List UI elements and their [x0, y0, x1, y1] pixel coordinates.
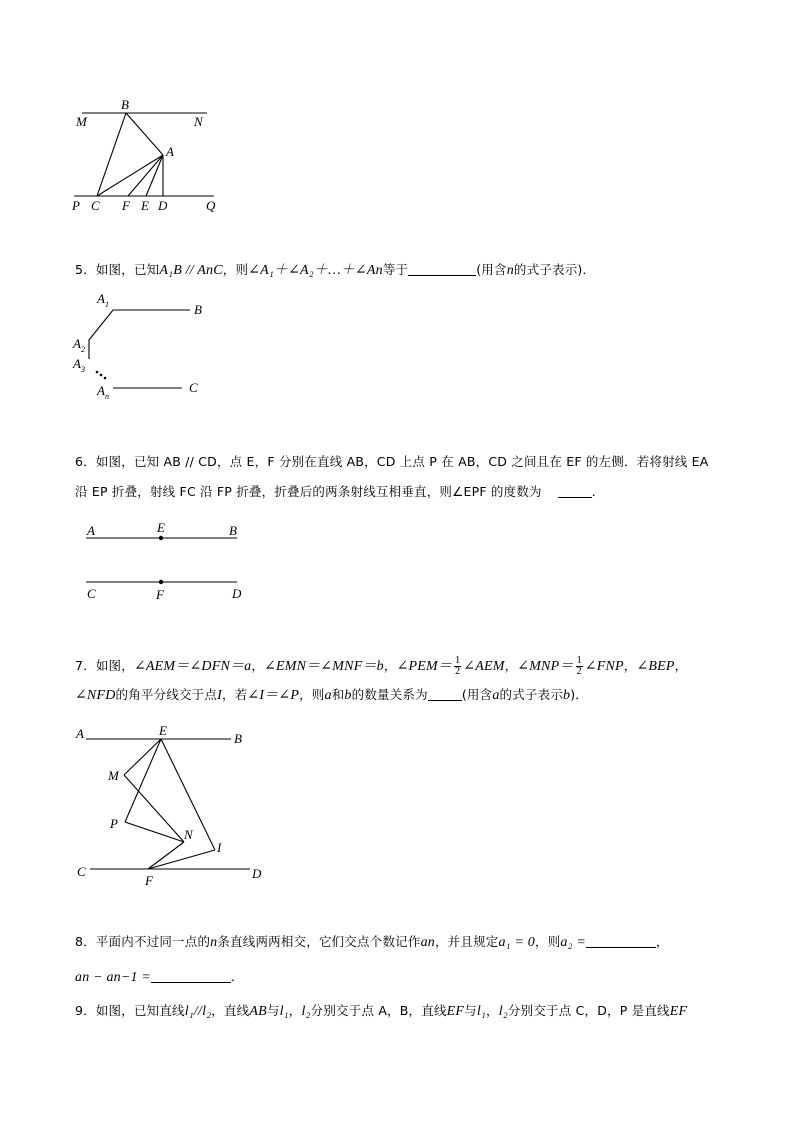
q7-label-C: C — [77, 864, 86, 879]
q7-math-6: ∠FNP — [584, 659, 624, 674]
q7-math-5: ∠MNP＝ — [517, 659, 574, 674]
q7-label-A: A — [76, 726, 84, 741]
q8-text-2: 条直线两两相交，它们交点个数记作 — [217, 934, 421, 949]
q8-answer-blank-1[interactable] — [586, 933, 656, 948]
q7-number: 7．如图， — [75, 658, 134, 673]
q6-answer-blank[interactable] — [558, 483, 592, 498]
q7-text-5: 的数量关系为 — [351, 687, 428, 702]
q9-math-4: l₂ — [301, 1004, 311, 1019]
q8-text-6: ． — [231, 969, 244, 984]
label-M: M — [76, 114, 87, 129]
q5-label-An: $A_n$ — [97, 383, 109, 401]
q7-text-4: 和 — [331, 687, 345, 702]
label-E: E — [141, 198, 149, 213]
q7-math-11: a — [324, 688, 332, 703]
q5-label-A2: $A_2$ — [73, 336, 85, 354]
figure-q4 — [0, 0, 793, 225]
q5-math-n: n — [506, 263, 514, 278]
q7-answer-blank[interactable] — [428, 686, 462, 701]
q9-text-5: 分别交于点 A，B，直线 — [310, 1003, 447, 1018]
q7-text-7: 的式子表示 — [499, 687, 564, 702]
q5-math-parallel: A₁B // AnC — [159, 263, 223, 278]
q7-text-2: ，若 — [222, 687, 248, 702]
label-P: P — [72, 198, 80, 213]
q7-comma-2: ， — [383, 658, 397, 673]
q8-math-an: an — [420, 935, 435, 950]
q7-math-7: ∠BEP — [636, 659, 675, 674]
question-8 — [75, 932, 669, 988]
q5-text-2: ，则 — [222, 262, 249, 277]
q6-label-A: A — [87, 523, 95, 538]
q9-text-6: 与 — [464, 1003, 477, 1018]
figure-q7 — [0, 720, 793, 895]
q7-line-2 — [75, 685, 687, 706]
q7-math-12: b — [344, 688, 352, 703]
q7-label-M: M — [108, 768, 119, 783]
q6-line-2 — [75, 482, 709, 502]
q5-answer-blank[interactable] — [408, 261, 476, 276]
label-C: C — [91, 198, 100, 213]
q7-math-3: ∠PEM＝ — [396, 659, 453, 674]
q7-math-4: ∠AEM — [463, 659, 505, 674]
q9-math-7: l₂ — [498, 1004, 508, 1019]
q9-text-3: 与 — [266, 1003, 280, 1018]
q9-text-4: ， — [288, 1003, 302, 1018]
q7-label-F: F — [145, 873, 153, 888]
question-5 — [75, 260, 595, 281]
q8-text-5: ， — [656, 934, 669, 949]
label-Q: Q — [206, 198, 216, 213]
q8-text-1: 8．平面内不过同一点的 — [75, 934, 211, 949]
q8-line-2 — [75, 967, 669, 988]
q6-end: ． — [591, 484, 605, 499]
q9-text-8: 分别交于点 C，D，P 是直线 — [507, 1003, 670, 1018]
q9-math-6: l₁ — [476, 1004, 487, 1019]
q7-label-D: D — [252, 866, 262, 881]
q7-fraction-1: $\frac{1}{2}$ — [455, 655, 461, 677]
q8-text-4: ，则 — [535, 934, 561, 949]
q6-label-F: F — [156, 587, 164, 602]
q5-number: 5． — [75, 262, 96, 277]
q7-fraction-2: $\frac{1}{2}$ — [576, 655, 582, 677]
q8-answer-blank-2[interactable] — [151, 968, 231, 983]
q9-text-2: ，直线 — [211, 1003, 250, 1018]
label-D: D — [158, 198, 168, 213]
q8-math-n: n — [210, 935, 218, 950]
q7-math-1: ∠AEM＝∠DFN＝a — [133, 659, 252, 674]
q5-label-A3: $A_3$ — [73, 356, 85, 374]
q7-label-B: B — [234, 731, 242, 746]
q8-math-a1: a₁ = 0 — [498, 935, 535, 950]
q7-text-6: (用含 — [461, 687, 493, 702]
question-7 — [75, 656, 687, 706]
q7-comma-1: ， — [251, 658, 265, 673]
q5-label-B: B — [194, 302, 202, 317]
q7-text-3: ，则 — [299, 687, 325, 702]
q9-text-1: 9．如图，已知直线 — [75, 1003, 185, 1018]
q5-text-1: 如图，已知 — [95, 262, 160, 277]
question-6 — [75, 452, 709, 502]
q5-math-angle-sum: ∠A₁＋∠A₂＋…＋∠An — [248, 263, 383, 278]
q7-label-E: E — [159, 723, 167, 738]
q7-math-8: ∠NFD — [75, 688, 116, 703]
q7-math-2: ∠EMN＝∠MNF＝b — [264, 659, 384, 674]
q7-comma-5: ， — [674, 658, 688, 673]
q8-math-a2: a₂ = — [560, 935, 587, 950]
q7-math-9: I — [217, 688, 223, 703]
q6-label-B: B — [229, 523, 237, 538]
q5-text-5: 的式子表示)． — [513, 262, 596, 277]
q9-math-5: EF — [446, 1004, 465, 1019]
figure-q6 — [0, 515, 793, 610]
q6-label-E: E — [157, 520, 165, 535]
q7-text-8: )． — [570, 687, 589, 702]
q6-line-1: 6．如图，已知 AB // CD，点 E，F 分别在直线 AB，CD 上点 P 在 AB，CD 之间且在 EF 的左侧．若将射线 EA — [75, 454, 709, 469]
q9-math-1: l₁//l₂ — [184, 1004, 212, 1019]
label-F: F — [122, 198, 130, 213]
q5-text-3: 等于 — [382, 262, 409, 277]
label-B: B — [121, 97, 129, 112]
q9-text-7: ， — [486, 1003, 499, 1018]
q6-label-C: C — [87, 586, 96, 601]
q7-text-1: 的角平分线交于点 — [115, 687, 218, 702]
q5-label-A1: $A_1$ — [97, 291, 109, 309]
q7-math-14: b — [563, 688, 571, 703]
q5-text-4: (用含 — [476, 262, 507, 277]
q8-math-diff: an − an−1 = — [75, 970, 152, 985]
question-9 — [75, 1001, 687, 1022]
label-A: A — [166, 144, 174, 159]
q7-math-13: a — [492, 688, 500, 703]
q8-line-1 — [75, 932, 669, 953]
q7-label-N: N — [184, 827, 193, 842]
q9-math-3: l₁ — [279, 1004, 289, 1019]
q7-line-1 — [75, 656, 687, 677]
q7-comma-4: ， — [623, 658, 637, 673]
q8-text-3: ，并且规定 — [434, 934, 499, 949]
q5-label-C: C — [189, 380, 198, 395]
q9-math-2: AB — [249, 1004, 267, 1019]
q9-math-8: EF — [669, 1004, 688, 1019]
figure-q5 — [0, 285, 793, 410]
q7-comma-3: ， — [504, 658, 518, 673]
label-N: N — [194, 114, 203, 129]
q7-math-10: ∠I＝∠P — [247, 688, 300, 703]
q7-label-P: P — [110, 816, 118, 831]
q6-line-2-text: 沿 EP 折叠，射线 FC 沿 FP 折叠，折叠后的两条射线互相垂直，则∠EPF 的度数为 — [75, 484, 542, 499]
q7-label-I: I — [217, 840, 222, 855]
q6-label-D: D — [232, 586, 242, 601]
